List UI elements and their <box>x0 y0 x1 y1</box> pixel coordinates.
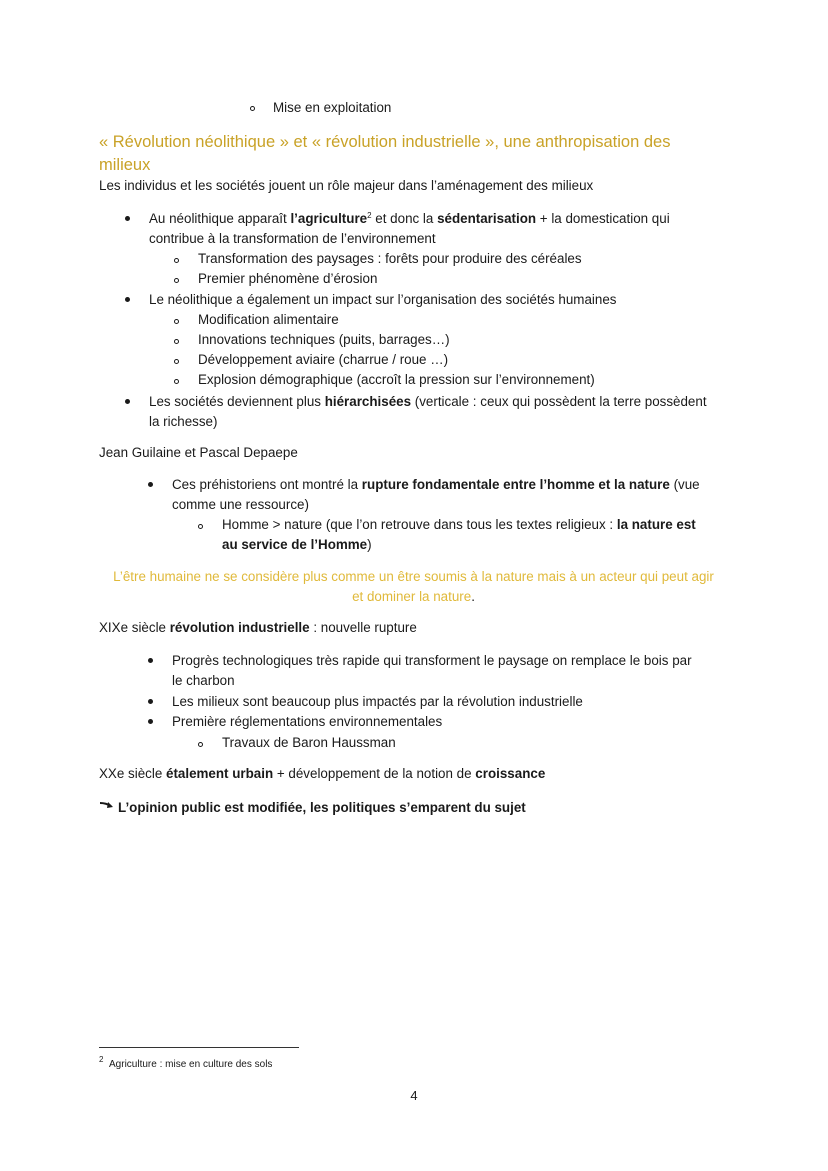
sub-item-innovations: Innovations techniques (puits, barrages…) <box>198 332 450 347</box>
circle-bullet-icon <box>174 319 179 324</box>
xix-heading: XIXe siècle révolution industrielle : nouvelle rupture <box>99 620 417 635</box>
footnote: $^2$ Agriculture : mise en culture des sols <box>99 1055 273 1070</box>
sub-item-aviaire: Développement aviaire (charrue / roue …) <box>198 352 449 367</box>
section-title-line-1: « Révolution néolithique » et « révolution industrielle », une anthropisation des <box>99 133 671 151</box>
footnote-ref: 2 <box>367 211 372 220</box>
bullet-neolithique-impact: Le néolithique a également un impact sur l’organisation des sociétés humaines <box>149 292 617 307</box>
bullet-icon <box>125 297 130 302</box>
bullet-reglementations: Première réglementations environnementales <box>172 714 443 729</box>
bullet-icon <box>148 699 153 704</box>
highlight-quote-line-2: et dominer la nature. <box>352 589 475 604</box>
sub-item-paysages: Transformation des paysages : forêts pour produire des céréales <box>198 251 582 266</box>
circle-bullet-icon <box>174 359 179 364</box>
bullet-icon <box>125 216 130 221</box>
bullet-icon <box>125 399 130 404</box>
bullet-prehistoriens-line-2: comme une ressource) <box>172 497 309 512</box>
circle-bullet-icon <box>174 258 179 263</box>
circle-bullet-icon <box>174 278 179 283</box>
circle-bullet-icon <box>174 379 179 384</box>
conclusion-line: L’opinion public est modifiée, les politiques s’emparent du sujet <box>118 800 526 815</box>
bullet-progres-line-1: Progrès technologiques très rapide qui transforment le paysage on remplace le bois par <box>172 653 692 668</box>
sub-item-haussman: Travaux de Baron Haussman <box>222 735 396 750</box>
sub-item-demographique: Explosion démographique (accroît la pression sur l’environnement) <box>198 372 595 387</box>
bullet-hierarchie-line-2: la richesse) <box>149 414 218 429</box>
bullet-agriculture-line-1: Au néolithique apparaît l’agriculture$^2$ et donc la sédentarisation + la domestication qui <box>149 211 670 226</box>
bullet-icon <box>148 719 153 724</box>
bullet-hierarchie-line-1: Les sociétés deviennent plus hiérarchisées (verticale : ceux qui possèdent la terre possèdent <box>149 394 707 409</box>
sub-item-homme-nature-line-2: au service de l’Homme) <box>222 537 372 552</box>
sub-item-erosion: Premier phénomène d’érosion <box>198 271 378 286</box>
bullet-icon <box>148 658 153 663</box>
page-number: 4 <box>410 1088 418 1103</box>
intro-paragraph: Les individus et les sociétés jouent un rôle majeur dans l’aménagement des milieux <box>99 178 594 193</box>
section-title-line-2: milieux <box>99 156 151 174</box>
circle-bullet-icon <box>198 524 203 529</box>
bullet-milieux-impactes: Les milieux sont beaucoup plus impactés par la révolution industrielle <box>172 694 583 709</box>
circle-bullet-icon <box>250 106 255 111</box>
bullet-icon <box>148 482 153 487</box>
sub-item-alimentaire: Modification alimentaire <box>198 312 339 327</box>
bullet-progres-line-2: le charbon <box>172 673 235 688</box>
bullet-agriculture-line-2: contribue à la transformation de l’environnement <box>149 231 436 246</box>
footnote-divider <box>99 1047 299 1048</box>
xx-heading: XXe siècle étalement urbain + développement de la notion de croissance <box>99 766 546 781</box>
circle-bullet-icon <box>174 339 179 344</box>
bullet-prehistoriens-line-1: Ces préhistoriens ont montré la rupture fondamentale entre l’homme et la nature (vue <box>172 477 700 492</box>
top-sub-item: Mise en exploitation <box>273 100 392 115</box>
highlight-quote-line-1: L’être humaine ne se considère plus comme un être soumis à la nature mais à un acteur qui peut agir <box>113 569 714 584</box>
authors-line: Jean Guilaine et Pascal Depaepe <box>99 445 298 460</box>
arrow-right-icon <box>99 799 115 811</box>
sub-item-homme-nature-line-1: Homme > nature (que l’on retrouve dans tous les textes religieux : la nature est <box>222 517 696 532</box>
circle-bullet-icon <box>198 742 203 747</box>
